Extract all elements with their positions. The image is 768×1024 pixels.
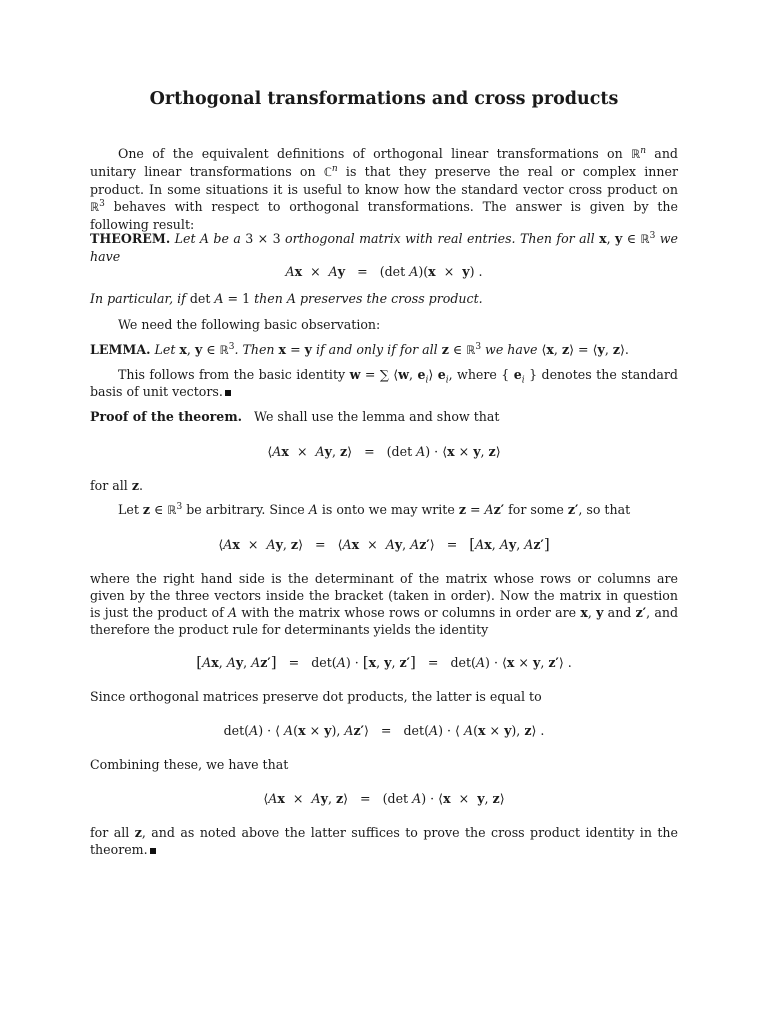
theorem-corollary: In particular, if det A = 1 then A preserves the cross product. (90, 291, 483, 306)
end-of-proof-icon (225, 390, 231, 396)
rhs-explanation: where the right hand side is the determinant of the matrix whose rows or columns are given by the three vectors inside the bracket (taken in order). Now the matrix in question is just the product of A with the matrix whose rows or columns in order are x, y and z′, and therefore the product rule for determinants yields the identity (90, 571, 679, 637)
combining-text: Combining these, we have that (90, 757, 289, 772)
since-orthogonal-text: Since orthogonal matrices preserve dot products, the latter is equal to (90, 689, 542, 704)
lemma-proof: This follows from the basic identity w = ∑ ⟨w, $e_i⟩$ $e_i$, where { $e_i$ } denotes the standard basis of unit vectors. (90, 367, 678, 399)
equation-dot-product: det(A) · ⟨ A(x × y), Az′⟩ = det(A) · ⟨ A(x × y), z⟩ . (223, 723, 545, 738)
conclusion-text: for all z, and as noted above the latter suffices to prove the cross product identity in the theorem. (90, 825, 678, 857)
basic-observation-text: We need the following basic observation: (118, 317, 381, 332)
equation-determinant: [Ax, Ay, Az′] = det(A) · [x, y, z′] = det(A) · ⟨x × y, z′⟩ . (196, 653, 572, 671)
for-all-z-text: for all z. (90, 478, 144, 493)
equation-bracket: ⟨Ax × Ay, z⟩ = ⟨Ax × Ay, Az′⟩ = [Ax, Ay, Az′] (218, 535, 550, 553)
lemma-statement: LEMMA. Let x, y ∈ ℝ$^3$. Then x = y if and only if for all z ∈ ℝ$^3$ we have ⟨x, z⟩ = ⟨y, z⟩. (90, 341, 629, 357)
page-title: Orthogonal transformations and cross products (149, 89, 619, 109)
theorem-label: THEOREM. (90, 231, 171, 246)
proof-intro: Proof of the theorem. We shall use the lemma and show that (90, 409, 500, 424)
let-z-paragraph: Let z ∈ ℝ$^3$ be arbitrary. Since A is onto we may write z = Az′ for some z′, so that (118, 501, 631, 517)
equation-cross-product: Ax × Ay = (det A)(x × y) . (285, 264, 483, 279)
equation-final: ⟨Ax × Ay, z⟩ = (det A) · ⟨x × y, z⟩ (263, 791, 505, 806)
lemma-label: LEMMA. (90, 342, 151, 357)
equation-goal: ⟨Ax × Ay, z⟩ = (det A) · ⟨x × y, z⟩ (267, 444, 501, 459)
theorem-statement: THEOREM. Let A be a 3 × 3 orthogonal matrix with real entries. Then for all x, y ∈ ℝ$^3$ we have (90, 230, 678, 264)
end-of-proof-icon (150, 848, 156, 854)
proof-label: Proof of the theorem. (90, 409, 243, 424)
intro-paragraph: One of the equivalent definitions of orthogonal linear transformations on ℝ$^n$ and unitary linear transformations on ℂ$^n$ is that they preserve the real or complex inner product. In some situations it is useful to know how the standard vector cross product on ℝ$^3$ behaves with respect to orthogonal transformations. The answer is given by the following result: (90, 145, 678, 232)
